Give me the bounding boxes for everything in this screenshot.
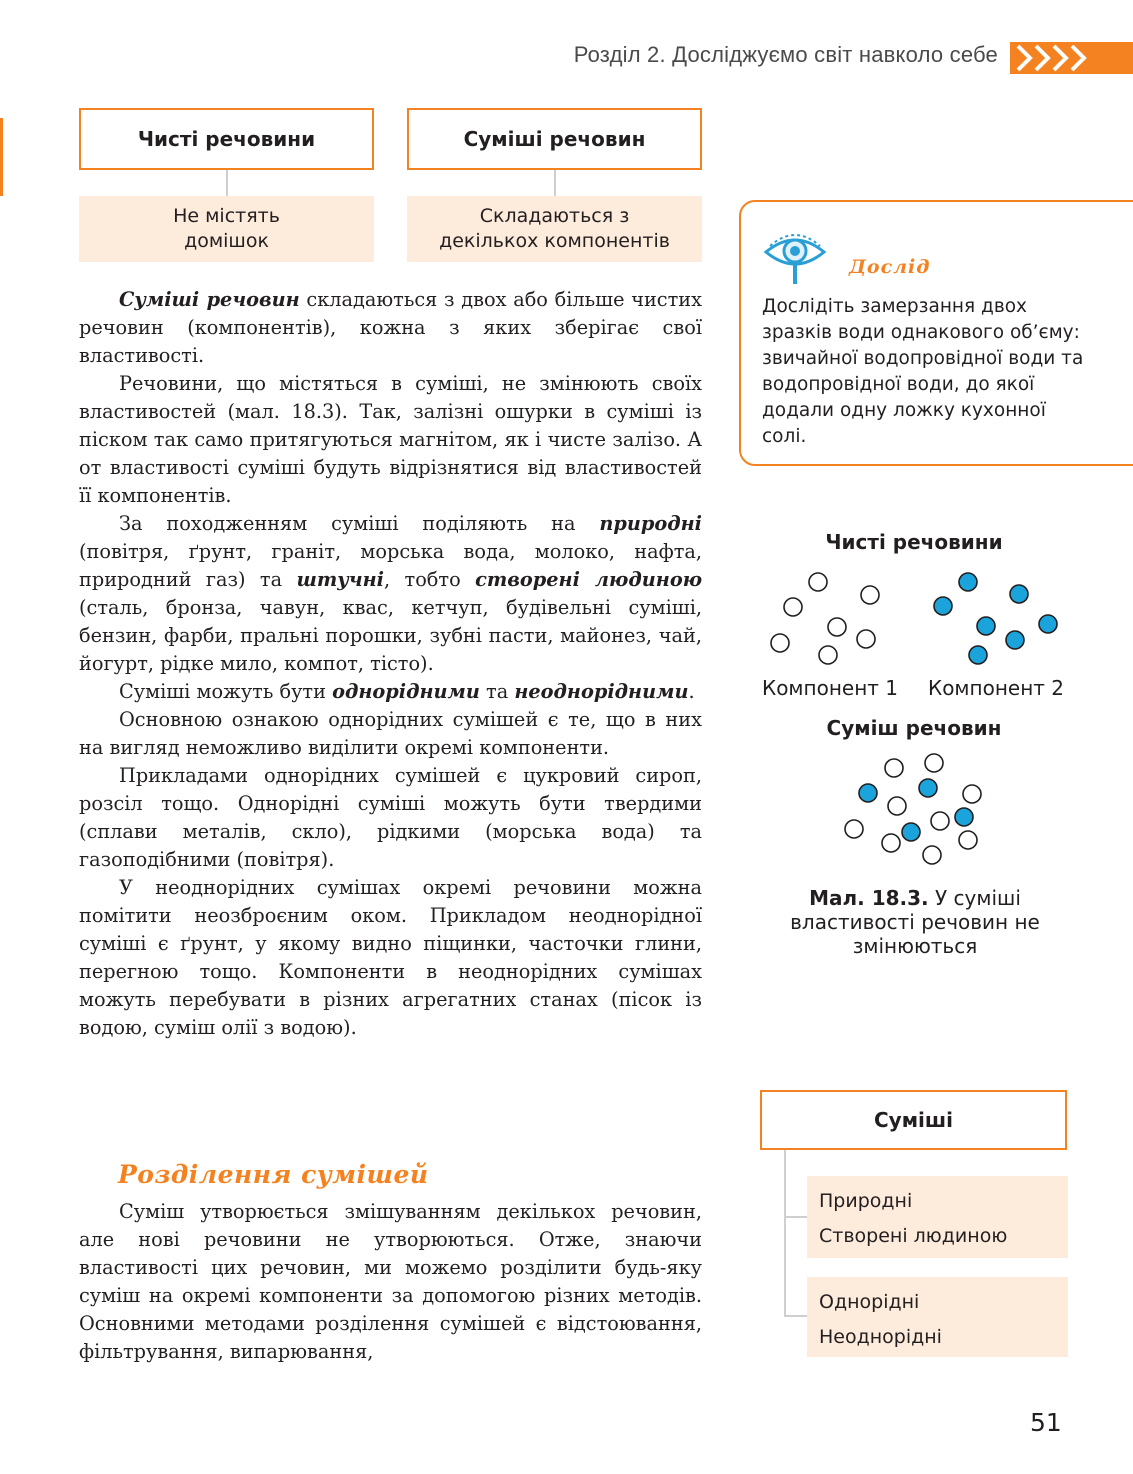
chevron-arrows-icon [1010, 42, 1133, 74]
particle-component2 [859, 784, 877, 802]
main-text [79, 286, 702, 1042]
particle-component1 [861, 586, 879, 604]
component2-label: Компонент 2 [928, 676, 1065, 700]
mixtures-classification-title: Суміші [873, 1108, 953, 1132]
eye-magnifier-icon [762, 226, 828, 288]
particle-component1 [828, 618, 846, 636]
particle-component1 [885, 759, 903, 777]
list-item: Створені людиною [819, 1225, 1008, 1247]
list-item: Неоднорідні [819, 1326, 942, 1348]
particle-component1 [931, 812, 949, 830]
particle-component1 [923, 846, 941, 864]
tree-branch [784, 1216, 807, 1218]
edge-marker [0, 118, 3, 196]
connector-line [226, 170, 228, 196]
particle-component1 [959, 831, 977, 849]
paragraph: Суміш утворюється змішуванням декількох речовин, але нові речовини не утворюються. Отже, знаючи властивості цих речовин, ми можемо розділити будь-яку суміш на окремі компоненти за допомогою різних методів. Основними методами розділення сумішей є відстоювання, фільтрування, випарювання, [79, 1200, 702, 1363]
particle-component1 [771, 634, 789, 652]
paragraph: Речовини, що містяться в суміші, не змінюють своїх властивостей (мал. 18.3). Так, залізні ошурки в суміші із піском так само притягуються магнітом, як і чисте залізо. А от властивості суміші будуть відрізнятися від властивостей її компонентів. [79, 372, 702, 507]
pure-components-illustration [760, 560, 1070, 670]
mixtures-classification-box [760, 1090, 1067, 1150]
particle-component1 [819, 646, 837, 664]
composition-group [807, 1277, 1068, 1357]
particle-component2 [934, 597, 952, 615]
mixtures-description: Складаються з декількох компонентів [407, 196, 702, 262]
particle-component1 [809, 573, 827, 591]
paragraph: У неоднорідних сумішах окремі речовини можна помітити неозброєним оком. Прикладом неоднорідної суміші є ґрунт, у якому видно піщинки, часточки глини, перегною тощо. Компоненти в неоднорідних сумішах можуть перебувати в різних агрегатних станах (пісок із водою, суміш олії з водою). [79, 876, 702, 1039]
paragraph: Основною ознакою однорідних сумішей є те, що в них на вигляд неможливо виділити окремі компоненти. [79, 708, 702, 759]
mixtures-box [407, 108, 702, 170]
figure-caption: Мал. 18.3. У суміші властивості речовин не змінюються [790, 886, 1040, 958]
chapter-title: Розділ 2. Досліджуємо світ навколо себе [573, 42, 998, 67]
pure-substances-title: Чисті речовини [137, 127, 316, 151]
tree-branch [784, 1315, 807, 1317]
particle-component1 [845, 820, 863, 838]
particle-component2 [969, 646, 987, 664]
component1-label: Компонент 1 [762, 676, 899, 700]
connector-line [554, 170, 556, 196]
particle-component1 [882, 834, 900, 852]
particle-component2 [977, 617, 995, 635]
particle-component1 [963, 785, 981, 803]
mixture-label: Суміш речовин [826, 716, 1002, 740]
particle-component1 [925, 754, 943, 772]
list-item: Природні [819, 1190, 913, 1212]
page-number: 51 [1030, 1408, 1062, 1437]
particle-component2 [1039, 615, 1057, 633]
paragraph: Суміші речовин складаються з двох або більше чистих речовин (компонентів), кожна з яких зберігає свої властивості. [79, 288, 702, 367]
particle-component2 [959, 573, 977, 591]
particle-component2 [955, 808, 973, 826]
pure-substances-description: Не містять домішок [79, 196, 374, 262]
origin-group [807, 1176, 1068, 1258]
paragraph: За походженням суміші поділяють на природні (повітря, ґрунт, граніт, морська вода, молоко, нафта, природний газ) та штучні, тобто створені людиною (сталь, бронза, чавун, квас, кетчуп, будівельні суміші, бензин, фарби, пральні порошки, зубні пасти, майонез, чай, йогурт, рідке мило, компот, тісто). [79, 512, 702, 675]
pure-substances-label: Чисті речовини [825, 530, 1003, 554]
particle-component1 [784, 598, 802, 616]
particle-component2 [902, 823, 920, 841]
tree-line [784, 1150, 786, 1316]
particle-component2 [1006, 631, 1024, 649]
mixtures-title: Суміші речовин [463, 127, 646, 151]
experiment-title: Дослід [849, 256, 931, 278]
section-heading: Розділення сумішей [118, 1160, 429, 1189]
particle-component2 [919, 779, 937, 797]
list-item: Однорідні [819, 1291, 920, 1313]
section-text [79, 1198, 702, 1366]
particle-component1 [857, 630, 875, 648]
mixture-illustration [830, 748, 1000, 873]
paragraph: Прикладами однорідних сумішей є цукровий сироп, розсіл тощо. Однорідні суміші можуть бути твердими (сплави металів, скло), рідкими (морська вода) та газоподібними (повітря). [79, 764, 702, 871]
particle-component1 [888, 797, 906, 815]
experiment-text: Дослідіть замерзання двох зразків води однакового об’єму: звичайної водопровідної води та водопровідної води, до якої додали одну ложку кухонної солі. [762, 296, 1084, 447]
pure-substances-box [79, 108, 374, 170]
paragraph: Суміші можуть бути однорідними та неоднорідними. [119, 680, 695, 703]
particle-component2 [1010, 585, 1028, 603]
